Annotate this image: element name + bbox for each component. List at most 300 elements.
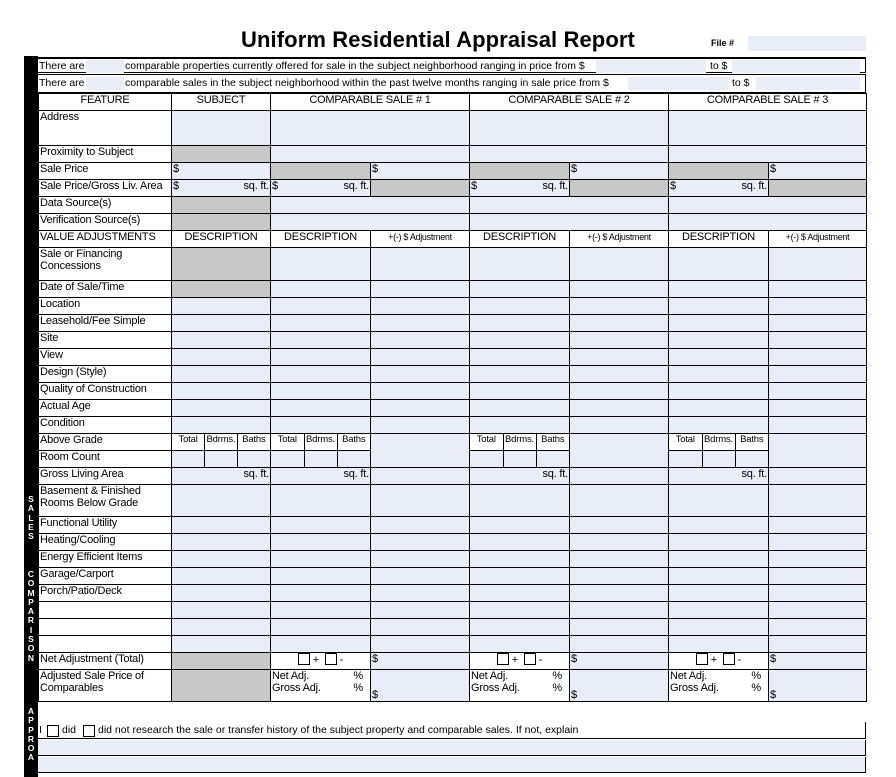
- subject-verification-cell: [172, 214, 271, 231]
- comp2-site-adj[interactable]: [570, 332, 669, 349]
- comp3-quality-adj[interactable]: [769, 383, 867, 400]
- comp2-age-adj[interactable]: [570, 400, 669, 417]
- plus-label: +: [312, 654, 320, 666]
- comp3-location-adj[interactable]: [769, 298, 867, 315]
- sale-price-gla-row: [39, 180, 867, 197]
- comp2-basement-desc[interactable]: [470, 485, 570, 517]
- sale-price-row: [39, 163, 867, 180]
- subject-blank-field[interactable]: [172, 636, 271, 653]
- comp1-blank-adj[interactable]: [371, 619, 470, 636]
- porch-row: [39, 585, 867, 602]
- subject-blank-field[interactable]: [172, 602, 271, 619]
- comp3-gla-desc[interactable]: [669, 468, 769, 485]
- comp3-view-adj[interactable]: [769, 349, 867, 366]
- comp1-location-desc[interactable]: [271, 298, 371, 315]
- sidebar-comparison-text: C O M P A R I S O N: [27, 569, 35, 663]
- total-header: Total: [271, 434, 304, 450]
- comp2-blank-desc[interactable]: [470, 619, 570, 636]
- data-source-row: [39, 197, 867, 214]
- comp3-heating-desc[interactable]: [669, 534, 769, 551]
- sale-price-gla-label: Sale Price/Gross Liv. Area: [39, 180, 172, 197]
- comp3-design-adj[interactable]: [769, 366, 867, 383]
- comp2-quality-adj[interactable]: [570, 383, 669, 400]
- comp2-design-desc[interactable]: [470, 366, 570, 383]
- comp2-age-desc[interactable]: [470, 400, 570, 417]
- comp1-view-adj[interactable]: [371, 349, 470, 366]
- comp1-blank-desc[interactable]: [271, 602, 371, 619]
- comp2-site-desc[interactable]: [470, 332, 570, 349]
- sales-intro-text: comparable sales in the subject neighborhood within the past twelve months ranging in sale price from $: [125, 77, 609, 89]
- comp2-financing-adj[interactable]: [570, 248, 669, 281]
- comp3-blank-adj[interactable]: [769, 619, 867, 636]
- subject-utility-field[interactable]: [172, 517, 271, 534]
- heating-cooling-row: [39, 534, 867, 551]
- listings-intro-line: [38, 57, 866, 73]
- comp1-porch-desc[interactable]: [271, 585, 371, 602]
- subject-location-field[interactable]: [172, 298, 271, 315]
- comp1-basement-adj[interactable]: [371, 485, 470, 517]
- comp1-location-adj[interactable]: [371, 298, 470, 315]
- comp3-energy-desc[interactable]: [669, 551, 769, 568]
- comp1-design-desc[interactable]: [271, 366, 371, 383]
- dollar-sign: $: [372, 689, 378, 701]
- comp3-quality-desc[interactable]: [669, 383, 769, 400]
- comp3-blank-desc[interactable]: [669, 636, 769, 653]
- comp1-garage-desc[interactable]: [271, 568, 371, 585]
- minus-checkbox[interactable]: [723, 653, 735, 665]
- sales-to-label: to $: [732, 77, 750, 89]
- sales-intro-line: [38, 74, 866, 93]
- comp1-leasehold-desc[interactable]: [271, 315, 371, 332]
- feature-header: FEATURE: [39, 94, 172, 111]
- comp2-address-field[interactable]: [470, 111, 669, 146]
- baths-header: Baths: [242, 434, 266, 445]
- total-header: Total: [669, 434, 702, 450]
- comp1-verification-field[interactable]: [271, 214, 470, 231]
- comp3-porch-adj[interactable]: [769, 585, 867, 602]
- gross-adj-label: Gross Adj.: [272, 682, 321, 694]
- listings-price-to-field[interactable]: [732, 60, 860, 73]
- baths-field[interactable]: [735, 451, 768, 467]
- subject-leasehold-field[interactable]: [172, 315, 271, 332]
- comp3-header: COMPARABLE SALE # 3: [669, 94, 867, 111]
- listings-intro-text: comparable properties currently offered for sale in the subject neighborhood ranging in price from $: [125, 60, 585, 72]
- proximity-row: [39, 146, 867, 163]
- comp3-room-adj[interactable]: [769, 434, 867, 468]
- comp2-blank-desc[interactable]: [470, 602, 570, 619]
- listings-to-label: to $: [710, 60, 728, 72]
- blank-label-field[interactable]: [39, 636, 172, 653]
- sqft-label: sq. ft.: [542, 468, 568, 480]
- comp1-sale-price-field[interactable]: [371, 163, 470, 180]
- header-row: [39, 94, 867, 111]
- comp3-utility-desc[interactable]: [669, 517, 769, 534]
- plus-label: +: [511, 654, 519, 666]
- subject-blank-field[interactable]: [172, 619, 271, 636]
- comp1-energy-adj[interactable]: [371, 551, 470, 568]
- subject-age-field[interactable]: [172, 400, 271, 417]
- comp1-age-adj[interactable]: [371, 400, 470, 417]
- comp3-condition-desc[interactable]: [669, 417, 769, 434]
- dollar-sign: $: [173, 180, 179, 192]
- comp2-sale-price-gray: [470, 163, 570, 180]
- comp2-financing-desc[interactable]: [470, 248, 570, 281]
- comp1-quality-adj[interactable]: [371, 383, 470, 400]
- comp2-proximity-field[interactable]: [470, 146, 669, 163]
- comp2-data-source-field[interactable]: [470, 197, 669, 214]
- comp1-financing-adj[interactable]: [371, 248, 470, 281]
- above-grade-row: [39, 434, 867, 451]
- comp1-utility-adj[interactable]: [371, 517, 470, 534]
- subject-quality-field[interactable]: [172, 383, 271, 400]
- comp3-blank-adj[interactable]: [769, 602, 867, 619]
- comp1-date-desc[interactable]: [271, 281, 371, 298]
- comp3-date-adj[interactable]: [769, 281, 867, 298]
- subject-heating-field[interactable]: [172, 534, 271, 551]
- did-not-checkbox[interactable]: [83, 725, 95, 737]
- subject-room-count-fields[interactable]: [172, 451, 271, 468]
- comp3-price-gla-field[interactable]: [669, 180, 769, 197]
- total-header: Total: [470, 434, 503, 450]
- comp1-financing-desc[interactable]: [271, 248, 371, 281]
- comp2-heating-adj[interactable]: [570, 534, 669, 551]
- adjusted-price-row: [39, 670, 867, 702]
- subject-sale-price-field[interactable]: [172, 163, 271, 180]
- subject-financing-cell: [172, 248, 271, 281]
- subject-view-field[interactable]: [172, 349, 271, 366]
- comp2-adjustment-header: +(-) $ Adjustment: [570, 231, 669, 248]
- baths-field[interactable]: [337, 451, 370, 467]
- sqft-label: sq. ft.: [243, 180, 269, 192]
- plus-checkbox[interactable]: [298, 653, 310, 665]
- comp2-sale-price-field[interactable]: [570, 163, 669, 180]
- date-of-sale-row: [39, 281, 867, 298]
- comp2-energy-desc[interactable]: [470, 551, 570, 568]
- comp2-view-adj[interactable]: [570, 349, 669, 366]
- comp1-design-adj[interactable]: [371, 366, 470, 383]
- comp3-financing-desc[interactable]: [669, 248, 769, 281]
- subject-proximity-cell: [172, 146, 271, 163]
- comp2-header: COMPARABLE SALE # 2: [470, 94, 669, 111]
- comp3-basement-adj[interactable]: [769, 485, 867, 517]
- comp3-garage-adj[interactable]: [769, 568, 867, 585]
- dollar-sign: $: [471, 180, 477, 192]
- energy-label: Energy Efficient Items: [39, 551, 172, 568]
- comp3-net-adj-checkboxes: [669, 653, 769, 670]
- comp2-blank-adj[interactable]: [570, 602, 669, 619]
- sqft-label: sq. ft.: [243, 468, 269, 480]
- comp3-leasehold-desc[interactable]: [669, 315, 769, 332]
- leasehold-label: Leasehold/Fee Simple: [39, 315, 172, 332]
- percent-label: %: [353, 670, 363, 682]
- comp1-site-desc[interactable]: [271, 332, 371, 349]
- comp3-date-desc[interactable]: [669, 281, 769, 298]
- comp1-adjusted-price-field[interactable]: [371, 670, 470, 702]
- comp2-net-gross-adj[interactable]: [470, 670, 570, 702]
- comp3-gla-adj[interactable]: [769, 468, 867, 485]
- file-number-label: File #: [711, 38, 735, 48]
- comp3-blank-desc[interactable]: [669, 619, 769, 636]
- sales-price-to-field[interactable]: [756, 77, 860, 90]
- comp2-design-adj[interactable]: [570, 366, 669, 383]
- comp1-price-gla-field[interactable]: [271, 180, 371, 197]
- comp2-condition-desc[interactable]: [470, 417, 570, 434]
- sidebar-sales-text: S A L E S: [27, 494, 35, 542]
- comp2-porch-adj[interactable]: [570, 585, 669, 602]
- comp1-date-adj[interactable]: [371, 281, 470, 298]
- comp1-blank-desc[interactable]: [271, 619, 371, 636]
- comp3-site-desc[interactable]: [669, 332, 769, 349]
- comp2-utility-desc[interactable]: [470, 517, 570, 534]
- comp3-room-count-fields[interactable]: [669, 451, 769, 468]
- quality-label: Quality of Construction: [39, 383, 172, 400]
- comp1-quality-desc[interactable]: [271, 383, 371, 400]
- comp2-location-desc[interactable]: [470, 298, 570, 315]
- plus-checkbox[interactable]: [497, 653, 509, 665]
- did-label: did: [62, 724, 77, 736]
- sqft-label: sq. ft.: [343, 180, 369, 192]
- subject-site-field[interactable]: [172, 332, 271, 349]
- comp1-net-gross-adj[interactable]: [271, 670, 371, 702]
- comp1-net-adj-checkboxes: [271, 653, 371, 670]
- comp1-gla-adj[interactable]: [371, 468, 470, 485]
- comp1-condition-desc[interactable]: [271, 417, 371, 434]
- percent-label: %: [552, 670, 562, 682]
- date-of-sale-label: Date of Sale/Time: [39, 281, 172, 298]
- comp3-net-adj-field[interactable]: [769, 653, 867, 670]
- subject-condition-field[interactable]: [172, 417, 271, 434]
- sqft-label: sq. ft.: [542, 180, 568, 192]
- baths-field[interactable]: [237, 451, 270, 467]
- functional-utility-row: [39, 517, 867, 534]
- minus-checkbox[interactable]: [325, 653, 337, 665]
- comp1-garage-adj[interactable]: [371, 568, 470, 585]
- listings-count-field[interactable]: [86, 60, 124, 73]
- comp1-porch-adj[interactable]: [371, 585, 470, 602]
- comp2-leasehold-desc[interactable]: [470, 315, 570, 332]
- bdrms-field[interactable]: [702, 451, 735, 467]
- comp1-view-desc[interactable]: [271, 349, 371, 366]
- subject-basement-field[interactable]: [172, 485, 271, 517]
- leasehold-row: [39, 315, 867, 332]
- comp2-view-desc[interactable]: [470, 349, 570, 366]
- comp1-blank-adj[interactable]: [371, 602, 470, 619]
- comp3-blank-desc[interactable]: [669, 602, 769, 619]
- comp3-data-source-field[interactable]: [669, 197, 867, 214]
- bdrms-field[interactable]: [304, 451, 337, 467]
- comp3-adjusted-price-field[interactable]: [769, 670, 867, 702]
- comp1-age-desc[interactable]: [271, 400, 371, 417]
- subject-net-adjustment-cell: [172, 653, 271, 670]
- listings-price-from-field[interactable]: [596, 60, 706, 73]
- subject-porch-field[interactable]: [172, 585, 271, 602]
- research-explain-field-2[interactable]: [38, 757, 866, 773]
- comp2-gla-adj[interactable]: [570, 468, 669, 485]
- comp2-room-count-fields[interactable]: [470, 451, 570, 468]
- percent-label: %: [552, 682, 562, 694]
- comp1-blank-adj[interactable]: [371, 636, 470, 653]
- baths-field[interactable]: [536, 451, 569, 467]
- research-explain-field-1[interactable]: [38, 740, 866, 756]
- subject-above-grade-headers: [172, 434, 271, 451]
- subject-adjusted-price-cell: [172, 670, 271, 702]
- comp1-energy-desc[interactable]: [271, 551, 371, 568]
- subject-gla-field[interactable]: [172, 468, 271, 485]
- comp1-heating-adj[interactable]: [371, 534, 470, 551]
- comp2-blank-adj[interactable]: [570, 636, 669, 653]
- comp2-condition-adj[interactable]: [570, 417, 669, 434]
- comp1-sale-price-gray: [271, 163, 371, 180]
- comp3-net-gross-adj[interactable]: [669, 670, 769, 702]
- dollar-sign: $: [173, 163, 179, 175]
- minus-checkbox[interactable]: [524, 653, 536, 665]
- comp1-basement-desc[interactable]: [271, 485, 371, 517]
- site-label: Site: [39, 332, 172, 349]
- comp1-description-header: DESCRIPTION: [271, 231, 371, 248]
- condition-label: Condition: [39, 417, 172, 434]
- comp2-porch-desc[interactable]: [470, 585, 570, 602]
- verification-source-row: [39, 214, 867, 231]
- garage-label: Garage/Carport: [39, 568, 172, 585]
- comp2-price-gla-field[interactable]: [470, 180, 570, 197]
- porch-label: Porch/Patio/Deck: [39, 585, 172, 602]
- comp3-financing-adj[interactable]: [769, 248, 867, 281]
- comp3-energy-adj[interactable]: [769, 551, 867, 568]
- sales-count-field[interactable]: [86, 77, 124, 90]
- comp2-energy-adj[interactable]: [570, 551, 669, 568]
- comp2-verification-field[interactable]: [470, 214, 669, 231]
- blank-label-field[interactable]: [39, 619, 172, 636]
- comp1-gla-desc[interactable]: [271, 468, 371, 485]
- condition-row: [39, 417, 867, 434]
- research-statement-line: [38, 722, 866, 739]
- comp3-utility-adj[interactable]: [769, 517, 867, 534]
- plus-checkbox[interactable]: [696, 653, 708, 665]
- net-adj-label: Net Adj.: [471, 670, 508, 682]
- subject-energy-field[interactable]: [172, 551, 271, 568]
- comp2-location-adj[interactable]: [570, 298, 669, 315]
- comp3-sale-price-field[interactable]: [769, 163, 867, 180]
- comp2-garage-desc[interactable]: [470, 568, 570, 585]
- comp1-address-field[interactable]: [271, 111, 470, 146]
- gla-label: Gross Living Area: [39, 468, 172, 485]
- comp1-blank-desc[interactable]: [271, 636, 371, 653]
- total-field[interactable]: [271, 451, 304, 467]
- section-sidebar: [24, 56, 38, 777]
- comp3-design-desc[interactable]: [669, 366, 769, 383]
- design-label: Design (Style): [39, 366, 172, 383]
- comp2-date-adj[interactable]: [570, 281, 669, 298]
- comp3-porch-desc[interactable]: [669, 585, 769, 602]
- comp1-net-adj-field[interactable]: [371, 653, 470, 670]
- sale-financing-label: Sale or Financing Concessions: [39, 248, 172, 281]
- subject-garage-field[interactable]: [172, 568, 271, 585]
- comp1-condition-adj[interactable]: [371, 417, 470, 434]
- comp3-basement-desc[interactable]: [669, 485, 769, 517]
- comp1-leasehold-adj[interactable]: [371, 315, 470, 332]
- comp3-verification-field[interactable]: [669, 214, 867, 231]
- minus-label: -: [538, 654, 543, 666]
- there-are-label: There are: [39, 60, 85, 72]
- bdrms-field[interactable]: [503, 451, 536, 467]
- plus-label: +: [710, 654, 718, 666]
- comp1-room-count-fields[interactable]: [271, 451, 371, 468]
- comp3-view-desc[interactable]: [669, 349, 769, 366]
- location-label: Location: [39, 298, 172, 315]
- comp2-net-adj-field[interactable]: [570, 653, 669, 670]
- comp2-description-header: DESCRIPTION: [470, 231, 570, 248]
- actual-age-label: Actual Age: [39, 400, 172, 417]
- file-number-field[interactable]: [748, 36, 866, 51]
- comp3-heating-adj[interactable]: [769, 534, 867, 551]
- comp1-room-adj[interactable]: [371, 434, 470, 468]
- subject-price-gla-field[interactable]: [172, 180, 271, 197]
- sales-price-from-field[interactable]: [628, 77, 728, 90]
- sales-comparison-grid: [38, 93, 867, 702]
- subject-date-cell: [172, 281, 271, 298]
- dollar-sign: $: [272, 180, 278, 192]
- net-adjustment-row: [39, 653, 867, 670]
- comp3-site-adj[interactable]: [769, 332, 867, 349]
- site-row: [39, 332, 867, 349]
- design-row: [39, 366, 867, 383]
- comp3-blank-adj[interactable]: [769, 636, 867, 653]
- comp2-garage-adj[interactable]: [570, 568, 669, 585]
- subject-design-field[interactable]: [172, 366, 271, 383]
- comp2-room-adj[interactable]: [570, 434, 669, 468]
- total-field[interactable]: [172, 451, 205, 467]
- comp2-adjusted-price-field[interactable]: [570, 670, 669, 702]
- subject-address-field[interactable]: [172, 111, 271, 146]
- comp2-date-desc[interactable]: [470, 281, 570, 298]
- comp3-condition-adj[interactable]: [769, 417, 867, 434]
- comp2-blank-desc[interactable]: [470, 636, 570, 653]
- comp2-leasehold-adj[interactable]: [570, 315, 669, 332]
- did-checkbox[interactable]: [47, 725, 59, 737]
- comp1-site-adj[interactable]: [371, 332, 470, 349]
- did-not-label: did not research the sale or transfer history of the subject property and comparable sales. If not, explain: [98, 724, 579, 736]
- quality-row: [39, 383, 867, 400]
- blank-label-field[interactable]: [39, 602, 172, 619]
- comp2-heating-desc[interactable]: [470, 534, 570, 551]
- comp1-data-source-field[interactable]: [271, 197, 470, 214]
- comp2-basement-adj[interactable]: [570, 485, 669, 517]
- blank-row: [39, 636, 867, 653]
- total-field[interactable]: [470, 451, 503, 467]
- comp3-proximity-field[interactable]: [669, 146, 867, 163]
- comp2-blank-adj[interactable]: [570, 619, 669, 636]
- comp3-leasehold-adj[interactable]: [769, 315, 867, 332]
- comp3-age-adj[interactable]: [769, 400, 867, 417]
- dollar-sign: $: [770, 689, 776, 701]
- bdrms-field[interactable]: [205, 451, 238, 467]
- comp3-garage-desc[interactable]: [669, 568, 769, 585]
- comp3-location-desc[interactable]: [669, 298, 769, 315]
- comp2-utility-adj[interactable]: [570, 517, 669, 534]
- comp3-address-field[interactable]: [669, 111, 867, 146]
- comp2-quality-desc[interactable]: [470, 383, 570, 400]
- comp2-gla-desc[interactable]: [470, 468, 570, 485]
- percent-label: %: [353, 682, 363, 694]
- energy-row: [39, 551, 867, 568]
- comp1-utility-desc[interactable]: [271, 517, 371, 534]
- comp3-age-desc[interactable]: [669, 400, 769, 417]
- bdrms-header: Bdrms.: [205, 434, 238, 450]
- total-field[interactable]: [669, 451, 702, 467]
- comp2-net-adj-checkboxes: [470, 653, 570, 670]
- comp1-heating-desc[interactable]: [271, 534, 371, 551]
- comp1-proximity-field[interactable]: [271, 146, 470, 163]
